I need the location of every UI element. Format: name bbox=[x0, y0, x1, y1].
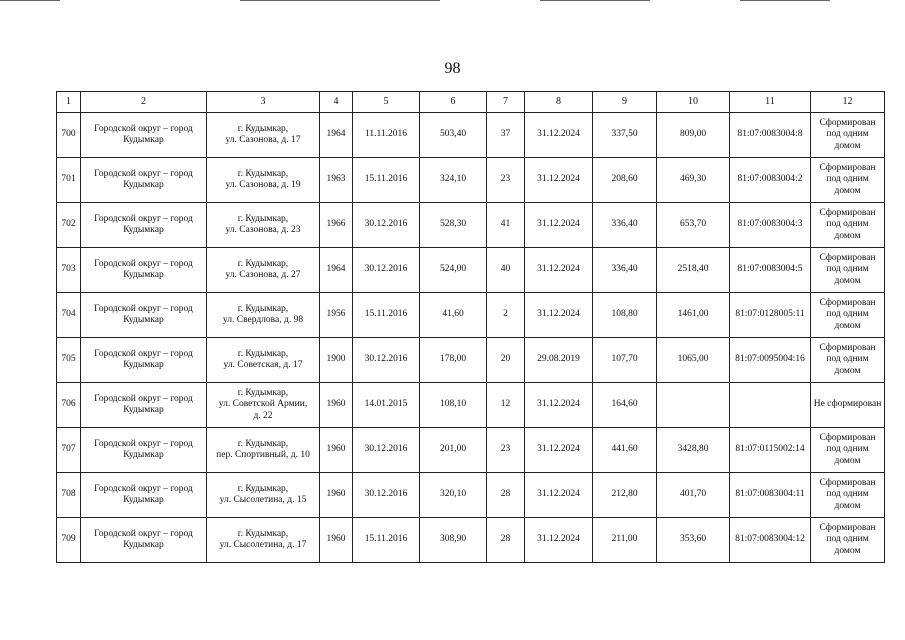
address-line: ул. Сазонова, д. 19 bbox=[225, 180, 301, 190]
cadastral-number-cell: 81:07:0083004:11 bbox=[730, 473, 811, 518]
recognition-date-cell: 30.12.2016 bbox=[353, 428, 420, 473]
municipality-line: Кудымкар bbox=[123, 225, 164, 235]
address-line: ул. Советской Армии, bbox=[218, 399, 308, 410]
land-status-cell bbox=[811, 518, 885, 563]
land-area-cell: 3428,80 bbox=[657, 428, 730, 473]
municipality-line: Городской округ – город bbox=[94, 438, 193, 449]
row-number-cell: 708 bbox=[57, 473, 81, 518]
municipality-line: Кудымкар bbox=[123, 135, 164, 145]
column-header-11: 11 bbox=[730, 92, 811, 113]
address-cell bbox=[207, 338, 320, 383]
land-status-line: под одним bbox=[826, 444, 869, 455]
municipality-cell bbox=[81, 473, 207, 518]
recognition-date-cell: 30.12.2016 bbox=[353, 473, 420, 518]
municipality-line: Кудымкар bbox=[123, 450, 164, 460]
build-year-cell: 1963 bbox=[320, 158, 353, 203]
resettlement-deadline-cell: 31.12.2024 bbox=[525, 203, 593, 248]
municipality-line: Городской округ – город bbox=[94, 348, 193, 359]
table-row bbox=[57, 473, 885, 518]
land-status-line: под одним bbox=[826, 489, 869, 500]
row-number-cell: 702 bbox=[57, 203, 81, 248]
column-header-6: 6 bbox=[420, 92, 487, 113]
residents-cell: 23 bbox=[487, 158, 525, 203]
total-area-cell: 108,10 bbox=[420, 383, 487, 428]
row-number-cell: 709 bbox=[57, 518, 81, 563]
land-status-line: Не сформирован bbox=[813, 399, 882, 410]
municipality-line: Городской округ – город bbox=[94, 123, 193, 134]
land-status-line: под одним bbox=[826, 309, 869, 320]
municipality-cell bbox=[81, 428, 207, 473]
land-status-line: Сформирован bbox=[819, 342, 876, 353]
resettlement-deadline-cell: 31.12.2024 bbox=[525, 248, 593, 293]
address-line: г. Кудымкар, bbox=[237, 258, 289, 269]
built-up-area-cell: 441,60 bbox=[593, 428, 657, 473]
table-row bbox=[57, 338, 885, 383]
row-number-cell: 704 bbox=[57, 293, 81, 338]
address-cell bbox=[207, 158, 320, 203]
cadastral-number-cell: 81:07:0083004:2 bbox=[730, 158, 811, 203]
land-status-line: Сформирован bbox=[819, 477, 876, 488]
municipality-line: Кудымкар bbox=[123, 315, 164, 325]
land-area-cell: 1065,00 bbox=[657, 338, 730, 383]
header-row bbox=[57, 92, 885, 113]
column-header-1: 1 bbox=[57, 92, 81, 113]
residents-cell: 20 bbox=[487, 338, 525, 383]
land-area-cell: 401,70 bbox=[657, 473, 730, 518]
built-up-area-cell: 212,80 bbox=[593, 473, 657, 518]
land-status-line: Сформирован bbox=[819, 522, 876, 533]
address-cell bbox=[207, 383, 320, 428]
row-number-cell: 705 bbox=[57, 338, 81, 383]
land-status-cell bbox=[811, 248, 885, 293]
municipality-line: Кудымкар bbox=[123, 540, 164, 550]
land-status-line: домом bbox=[834, 320, 861, 331]
built-up-area-cell: 164,60 bbox=[593, 383, 657, 428]
cadastral-number-cell: 81:07:0083004:8 bbox=[730, 113, 811, 158]
built-up-area-cell: 337,50 bbox=[593, 113, 657, 158]
built-up-area-cell: 208,60 bbox=[593, 158, 657, 203]
table-row bbox=[57, 383, 885, 428]
address-line: г. Кудымкар, bbox=[237, 387, 289, 398]
build-year-cell: 1960 bbox=[320, 473, 353, 518]
address-cell bbox=[207, 113, 320, 158]
build-year-cell: 1960 bbox=[320, 428, 353, 473]
land-status-line: домом bbox=[834, 140, 861, 151]
address-line: г. Кудымкар, bbox=[237, 528, 289, 539]
land-status-cell bbox=[811, 158, 885, 203]
row-number-cell: 707 bbox=[57, 428, 81, 473]
address-line: г. Кудымкар, bbox=[237, 123, 289, 134]
municipality-line: Городской округ – город bbox=[94, 168, 193, 179]
land-status-line: Сформирован bbox=[819, 432, 876, 443]
municipality-cell bbox=[81, 293, 207, 338]
land-status-line: под одним bbox=[826, 534, 869, 545]
residents-cell: 37 bbox=[487, 113, 525, 158]
cadastral-number-cell: 81:07:0115002:14 bbox=[730, 428, 811, 473]
row-number-cell: 701 bbox=[57, 158, 81, 203]
municipality-line: Городской округ – город bbox=[94, 483, 193, 494]
column-header-7: 7 bbox=[487, 92, 525, 113]
resettlement-deadline-cell: 31.12.2024 bbox=[525, 293, 593, 338]
recognition-date-cell: 30.12.2016 bbox=[353, 203, 420, 248]
land-status-line: Сформирован bbox=[819, 297, 876, 308]
build-year-cell: 1966 bbox=[320, 203, 353, 248]
column-header-3: 3 bbox=[207, 92, 320, 113]
residents-cell: 40 bbox=[487, 248, 525, 293]
build-year-cell: 1956 bbox=[320, 293, 353, 338]
built-up-area-cell: 108,80 bbox=[593, 293, 657, 338]
land-area-cell: 469,30 bbox=[657, 158, 730, 203]
build-year-cell: 1964 bbox=[320, 248, 353, 293]
land-area-cell: 809,00 bbox=[657, 113, 730, 158]
municipality-cell bbox=[81, 518, 207, 563]
land-status-cell bbox=[811, 428, 885, 473]
land-area-cell: 353,60 bbox=[657, 518, 730, 563]
recognition-date-cell: 14.01.2015 bbox=[353, 383, 420, 428]
recognition-date-cell: 15.11.2016 bbox=[353, 518, 420, 563]
recognition-date-cell: 15.11.2016 bbox=[353, 158, 420, 203]
total-area-cell: 524,00 bbox=[420, 248, 487, 293]
residents-cell: 28 bbox=[487, 473, 525, 518]
municipality-cell bbox=[81, 113, 207, 158]
land-status-line: под одним bbox=[826, 219, 869, 230]
municipality-line: Городской округ – город bbox=[94, 393, 193, 404]
land-status-line: домом bbox=[834, 545, 861, 556]
address-line: ул. Свердлова, д. 98 bbox=[222, 315, 304, 325]
address-line: г. Кудымкар, bbox=[237, 438, 289, 449]
address-cell bbox=[207, 518, 320, 563]
scan-edge-line bbox=[0, 0, 60, 1]
municipality-cell bbox=[81, 158, 207, 203]
table-row bbox=[57, 428, 885, 473]
resettlement-deadline-cell: 31.12.2024 bbox=[525, 158, 593, 203]
address-line: г. Кудымкар, bbox=[237, 303, 289, 314]
page-number: 98 bbox=[444, 60, 461, 77]
municipality-line: Кудымкар bbox=[123, 270, 164, 280]
municipality-cell bbox=[81, 383, 207, 428]
address-line: ул. Сазонова, д. 27 bbox=[225, 270, 301, 280]
address-line: г. Кудымкар, bbox=[237, 483, 289, 494]
residents-cell: 12 bbox=[487, 383, 525, 428]
column-header-2: 2 bbox=[81, 92, 207, 113]
row-number-cell: 700 bbox=[57, 113, 81, 158]
cadastral-number-cell: 81:07:0083004:12 bbox=[730, 518, 811, 563]
land-status-line: домом bbox=[834, 500, 861, 511]
municipality-cell bbox=[81, 248, 207, 293]
column-header-10: 10 bbox=[657, 92, 730, 113]
land-area-cell: 1461,00 bbox=[657, 293, 730, 338]
land-status-line: домом bbox=[834, 230, 861, 241]
land-status-line: Сформирован bbox=[819, 207, 876, 218]
land-status-line: под одним bbox=[826, 174, 869, 185]
land-status-cell bbox=[811, 113, 885, 158]
land-status-cell bbox=[811, 473, 885, 518]
column-header-12: 12 bbox=[811, 92, 885, 113]
total-area-cell: 324,10 bbox=[420, 158, 487, 203]
address-line: г. Кудымкар, bbox=[237, 213, 289, 224]
address-line: ул. Сазонова, д. 17 bbox=[225, 135, 301, 145]
table-body bbox=[57, 113, 885, 563]
recognition-date-cell: 11.11.2016 bbox=[353, 113, 420, 158]
built-up-area-cell: 336,40 bbox=[593, 203, 657, 248]
total-area-cell: 41,60 bbox=[420, 293, 487, 338]
build-year-cell: 1960 bbox=[320, 383, 353, 428]
column-header-8: 8 bbox=[525, 92, 593, 113]
cadastral-number-cell: 81:07:0083004:5 bbox=[730, 248, 811, 293]
residents-cell: 41 bbox=[487, 203, 525, 248]
total-area-cell: 503,40 bbox=[420, 113, 487, 158]
total-area-cell: 201,00 bbox=[420, 428, 487, 473]
municipality-line: Кудымкар bbox=[123, 405, 164, 415]
address-line: ул. Советская, д. 17 bbox=[223, 360, 303, 370]
cadastral-number-cell: 81:07:0095004:16 bbox=[730, 338, 811, 383]
table-row bbox=[57, 113, 885, 158]
land-status-line: под одним bbox=[826, 354, 869, 365]
land-status-cell bbox=[811, 383, 885, 428]
housing-register-table bbox=[56, 91, 885, 563]
residents-cell: 28 bbox=[487, 518, 525, 563]
municipality-line: Кудымкар bbox=[123, 495, 164, 505]
address-cell bbox=[207, 248, 320, 293]
residents-cell: 2 bbox=[487, 293, 525, 338]
scan-edge-line bbox=[540, 0, 650, 1]
municipality-cell bbox=[81, 338, 207, 383]
land-area-cell bbox=[657, 383, 730, 428]
municipality-line: Городской округ – город bbox=[94, 213, 193, 224]
address-cell bbox=[207, 203, 320, 248]
table-row bbox=[57, 203, 885, 248]
land-status-line: Сформирован bbox=[819, 252, 876, 263]
address-line: д. 22 bbox=[253, 410, 273, 421]
column-header-5: 5 bbox=[353, 92, 420, 113]
land-status-line: под одним bbox=[826, 264, 869, 275]
table-row bbox=[57, 248, 885, 293]
row-number-cell: 706 bbox=[57, 383, 81, 428]
municipality-line: Кудымкар bbox=[123, 360, 164, 370]
table-row bbox=[57, 158, 885, 203]
scan-edge-line bbox=[740, 0, 830, 1]
land-status-line: домом bbox=[834, 455, 861, 466]
built-up-area-cell: 107,70 bbox=[593, 338, 657, 383]
total-area-cell: 320,10 bbox=[420, 473, 487, 518]
municipality-line: Городской округ – город bbox=[94, 258, 193, 269]
total-area-cell: 178,00 bbox=[420, 338, 487, 383]
land-status-cell bbox=[811, 338, 885, 383]
address-line: ул. Сысолетина, д. 15 bbox=[219, 495, 307, 505]
land-status-cell bbox=[811, 203, 885, 248]
municipality-line: Кудымкар bbox=[123, 180, 164, 190]
built-up-area-cell: 211,00 bbox=[593, 518, 657, 563]
land-status-line: домом bbox=[834, 365, 861, 376]
cadastral-number-cell bbox=[730, 383, 811, 428]
resettlement-deadline-cell: 31.12.2024 bbox=[525, 473, 593, 518]
resettlement-deadline-cell: 31.12.2024 bbox=[525, 383, 593, 428]
table-row bbox=[57, 518, 885, 563]
column-header-4: 4 bbox=[320, 92, 353, 113]
resettlement-deadline-cell: 31.12.2024 bbox=[525, 428, 593, 473]
land-status-cell bbox=[811, 293, 885, 338]
land-area-cell: 2518,40 bbox=[657, 248, 730, 293]
address-cell bbox=[207, 473, 320, 518]
municipality-line: Городской округ – город bbox=[94, 303, 193, 314]
land-status-line: Сформирован bbox=[819, 117, 876, 128]
land-area-cell: 653,70 bbox=[657, 203, 730, 248]
recognition-date-cell: 30.12.2016 bbox=[353, 248, 420, 293]
land-status-line: под одним bbox=[826, 129, 869, 140]
total-area-cell: 308,90 bbox=[420, 518, 487, 563]
column-header-9: 9 bbox=[593, 92, 657, 113]
resettlement-deadline-cell: 29.08.2019 bbox=[525, 338, 593, 383]
row-number-cell: 703 bbox=[57, 248, 81, 293]
address-cell bbox=[207, 293, 320, 338]
municipality-cell bbox=[81, 203, 207, 248]
built-up-area-cell: 336,40 bbox=[593, 248, 657, 293]
address-line: г. Кудымкар, bbox=[237, 348, 289, 359]
build-year-cell: 1964 bbox=[320, 113, 353, 158]
resettlement-deadline-cell: 31.12.2024 bbox=[525, 518, 593, 563]
address-line: пер. Спортивный, д. 10 bbox=[216, 450, 310, 460]
land-status-line: Сформирован bbox=[819, 162, 876, 173]
scan-edge-line bbox=[240, 0, 440, 1]
land-status-line: домом bbox=[834, 275, 861, 286]
address-line: г. Кудымкар, bbox=[237, 168, 289, 179]
recognition-date-cell: 30.12.2016 bbox=[353, 338, 420, 383]
table-row bbox=[57, 293, 885, 338]
municipality-line: Городской округ – город bbox=[94, 528, 193, 539]
address-line: ул. Сысолетина, д. 17 bbox=[219, 540, 307, 550]
build-year-cell: 1960 bbox=[320, 518, 353, 563]
total-area-cell: 528,30 bbox=[420, 203, 487, 248]
address-cell bbox=[207, 428, 320, 473]
recognition-date-cell: 15.11.2016 bbox=[353, 293, 420, 338]
resettlement-deadline-cell: 31.12.2024 bbox=[525, 113, 593, 158]
land-status-line: домом bbox=[834, 185, 861, 196]
cadastral-number-cell: 81:07:0083004:3 bbox=[730, 203, 811, 248]
build-year-cell: 1900 bbox=[320, 338, 353, 383]
address-line: ул. Сазонова, д. 23 bbox=[225, 225, 301, 235]
cadastral-number-cell: 81:07:0128005:11 bbox=[730, 293, 811, 338]
residents-cell: 23 bbox=[487, 428, 525, 473]
